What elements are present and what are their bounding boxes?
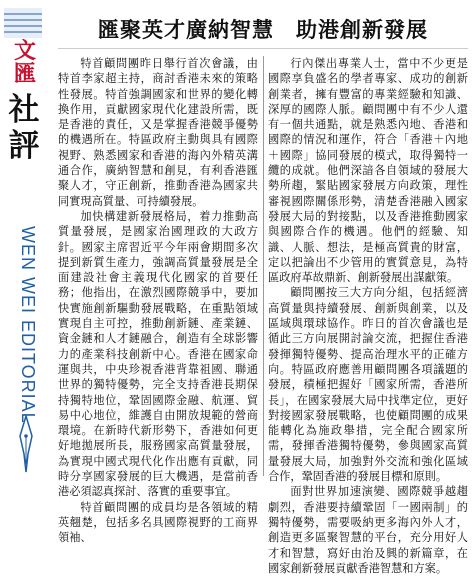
paragraph: 加快構建新發展格局，着力推動高質量發展，是國家治國理政的大政方針。國家主席習近平今年兩會期間多次提到新質生產力，強調高質量發展是全面建設社會主義現代化國家的首要任務；他指出，在激烈國際競爭中，要加快實施創新驅動發展戰略，在重點領域實現自主可控，推動創新鏈、產業鏈、資金鏈和人才鏈融合，創造有全球影響力的產業科技創新中心。香港在國家命運與共，中央珍視香港背靠祖國、聯通世界的獨特優勢，完全支持香港長期保持獨特地位，鞏固國際金融、航運、貿易中心地位，維護自由開放規範的營商環境。在新時代新形勢下，香港如何更好地拋展所長，服務國家高質量發展，為實現中國式現代化作出應有貢獻，同時分享國家發展的巨大機遇，是當前香港必須認真探討、落實的重要事宜。 [58, 209, 258, 499]
english-column-label: WEN WEI EDITORIAL [18, 226, 38, 424]
paragraph: 顧問團按三大方向分組，包括經濟高質量與持續發展、創新與創業，以及區域與環球協作。昨日的首次會議也是循此三方向展開討論交流，把握住香港發揮獨特優勢、提高治理水平的正確方向。特區政府應善用顧問團各項議題的發展，積極把握好「國家所需，香港所長」，在國家發展大局中找準定位，更好對接國家發展戰略，也使顧問團的成果能轉化為施政舉措，完全配合國家所需，發揮香港獨特優勢，參與國家高質量發展大局，加強對外交流和強化區域合作，鞏固香港的發展目標和原則。 [268, 286, 468, 484]
article-column-left [58, 56, 258, 546]
column-name: 社評 [8, 92, 40, 164]
sidebar-stripe-decoration [4, 8, 42, 38]
article-column-right [268, 56, 468, 576]
paragraph: 面對世界加速演變、國際競爭越趨劇烈，香港要持續鞏固「一國兩制」的獨特優勢，需要吸納更多海內外人才，創造更多區聚智慧的平台，充分用好人才和智慧，寫好由治及興的新篇章，在國家創新發展貢獻香港智慧和方案。 [268, 485, 468, 575]
column-divider [263, 56, 264, 476]
paragraph: 特首顧問團昨日舉行首次會議，由特首李家超主持，商討香港未來的策略性發展。特首強調國家和世界的變化轉換作用，貢獻國家現代化建設所需，既是香港的責任，又是掌握香港競爭優勢的機遇所在。特區政府主動與具有國際視野、熟悉國家和香港的海內外精英溝通合作，廣納智慧和創見，有利香港匯聚人才，守正創新，推動香港為國家共同實現高質量、可持續發展。 [58, 57, 258, 208]
headline-rule [58, 48, 468, 49]
paragraph: 特首顧問團的成員均是各領域的精英翹楚，包括多名具國際視野的工商界領袖、 [58, 500, 258, 545]
editorial-headline: 匯聚英才廣納智慧 助港創新發展 [98, 17, 428, 42]
brand-logo-text: 文匯 [13, 38, 36, 87]
fountain-pen-icon [16, 414, 36, 474]
editorial-sidebar [4, 8, 42, 478]
paragraph: 行內傑出專業人士，當中不少更是國際享負盛名的學者專家、成功的創新創業者，擁有豐富的專業經驗和知識、深厚的國際人脈。顧問團中有不少人還有一個共通點，就是熟悉內地、香港和國際的情況和運作，符合「香港＋內地＋國際」協同發展的模式，取得獨特一纜的成就。他們深諳各自領域的發展大勢所趨，緊貼國家發展方向政策，理性審視國際關係形勢，清楚香港融入國家發展大局的對接點，以及香港推動國家與國際合作的機遇。他們的經驗、知識、人脈、想法，是極高質貴的財富，定以把論出不少管用的實質意見，為特區政府革故鼎新、創新發展出謀獻策。 [268, 57, 468, 285]
